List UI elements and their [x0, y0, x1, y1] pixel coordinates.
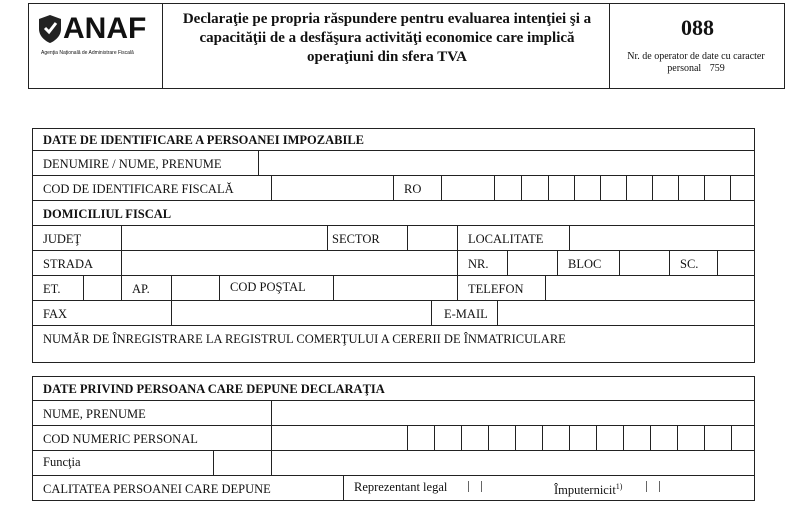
cnp-digit-box[interactable]: [434, 426, 461, 450]
nume-row: [33, 401, 754, 426]
imputernicit-checkbox[interactable]: [646, 481, 660, 492]
nr-label: NR.: [468, 257, 489, 271]
et-label: ET.: [43, 282, 61, 296]
bloc-label: BLOC: [568, 257, 602, 271]
strada-field[interactable]: [121, 251, 457, 275]
et-row: [33, 276, 754, 301]
sc-field[interactable]: [717, 251, 754, 275]
judet-label: JUDEŢ: [43, 232, 82, 246]
telefon-cell: [457, 276, 545, 300]
operator-number: 759: [709, 63, 725, 74]
section-declarant: [32, 376, 755, 501]
ap-field[interactable]: [171, 276, 219, 300]
cif-digit-box[interactable]: [600, 176, 626, 200]
judet-field[interactable]: [121, 226, 327, 250]
strada-label: STRADA: [43, 257, 94, 271]
sc-cell: [669, 251, 717, 275]
cnp-digit-box[interactable]: [731, 426, 754, 450]
strada-row: [33, 251, 754, 276]
telefon-label: TELEFON: [468, 282, 524, 296]
imputernicit-text: Împuternicit: [554, 483, 616, 498]
calitatea-row: [33, 476, 754, 500]
cod-postal-field[interactable]: [333, 276, 457, 300]
bloc-field[interactable]: [619, 251, 669, 275]
cif-digit-box[interactable]: [730, 176, 754, 200]
imputernicit-label: [554, 480, 622, 497]
functia-row: [33, 451, 754, 476]
ro-label: RO: [404, 182, 422, 196]
sc-label: SC.: [680, 257, 699, 271]
et-field[interactable]: [83, 276, 121, 300]
logo-text: ANAF: [63, 12, 147, 45]
shield-icon: [37, 14, 63, 44]
anaf-logo: [35, 10, 159, 80]
cif-digit-box[interactable]: [704, 176, 730, 200]
domiciliu-row: [33, 201, 754, 226]
nr-cell: [457, 251, 507, 275]
section-title: DATE DE IDENTIFICARE A PERSOANEI IMPOZABILE: [43, 133, 365, 147]
functia-blank: [271, 451, 754, 475]
nr-field[interactable]: [507, 251, 557, 275]
cif-digit-box[interactable]: [574, 176, 600, 200]
localitate-label: LOCALITATE: [468, 232, 544, 246]
sector-cell: [327, 226, 407, 250]
section2-title: DATE PRIVIND PERSOANA CARE DEPUNE DECLARAŢIA: [43, 382, 385, 396]
judet-row: [33, 226, 754, 251]
imputernicit-footnote: 1): [615, 482, 623, 491]
denumire-field[interactable]: [258, 151, 754, 175]
form-number: 088: [681, 15, 714, 40]
email-label: E-MAIL: [444, 307, 488, 321]
cnp-digit-box[interactable]: [596, 426, 623, 450]
nume-field[interactable]: [271, 401, 754, 425]
cnp-digit-box[interactable]: [704, 426, 731, 450]
domiciliu-title: DOMICILIUL FISCAL: [43, 207, 172, 221]
telefon-field[interactable]: [545, 276, 754, 300]
functia-field[interactable]: [213, 451, 271, 475]
cnp-row: [33, 426, 754, 451]
cnp-digit-box[interactable]: [623, 426, 650, 450]
sector-field[interactable]: [407, 226, 457, 250]
cod-postal-label: COD POŞTAL: [230, 280, 306, 294]
cif-field[interactable]: [271, 176, 393, 200]
reprezentant-checkbox[interactable]: [468, 481, 482, 492]
operator-label-text: Nr. de operator de date cu caracter personal: [627, 51, 765, 74]
cif-digit-box[interactable]: [652, 176, 678, 200]
ap-label: AP.: [132, 282, 150, 296]
cnp-digit-box[interactable]: [488, 426, 515, 450]
cnp-digit-box[interactable]: [461, 426, 488, 450]
cif-digit-box[interactable]: [494, 176, 521, 200]
operator-label: [621, 51, 771, 75]
registru-row[interactable]: [33, 326, 754, 362]
cif-row: [33, 176, 754, 201]
section-identification: [32, 128, 755, 363]
cnp-digit-box[interactable]: [677, 426, 704, 450]
section-title-row: [33, 129, 754, 151]
logo-subtitle: Agenţia Naţională de Administrare Fiscală: [41, 50, 134, 56]
denumire-row: [33, 151, 754, 176]
fax-field[interactable]: [171, 301, 431, 325]
cod-postal-cell: [219, 276, 333, 300]
cif-digit-box[interactable]: [626, 176, 652, 200]
localitate-cell: [457, 226, 569, 250]
calitatea-options: [343, 476, 754, 500]
calitatea-label: CALITATEA PERSOANEI CARE DEPUNE: [43, 482, 271, 496]
section2-title-row: [33, 377, 754, 401]
cif-digit-box[interactable]: [678, 176, 704, 200]
cnp-digit-box[interactable]: [650, 426, 677, 450]
fax-row: [33, 301, 754, 326]
cif-digit-box[interactable]: [521, 176, 548, 200]
nume-label: NUME, PRENUME: [43, 407, 146, 421]
cnp-digit-box[interactable]: [542, 426, 569, 450]
localitate-field[interactable]: [569, 226, 754, 250]
email-cell: [431, 301, 497, 325]
cnp-digit-box[interactable]: [569, 426, 596, 450]
cif-label: COD DE IDENTIFICARE FISCALĂ: [43, 182, 234, 196]
form-header: [28, 3, 785, 89]
page-title: Declaraţie pe propria răspundere pentru evaluarea intenţiei şi a capacităţii de a desfăşura activităţi economice care implică operaţiuni din sfera TVA: [182, 11, 592, 65]
cnp-digit-box[interactable]: [407, 426, 434, 450]
fax-label: FAX: [43, 307, 68, 321]
cif-digit-box[interactable]: [441, 176, 494, 200]
denumire-label: DENUMIRE / NUME, PRENUME: [43, 157, 222, 171]
sector-label: SECTOR: [332, 232, 380, 246]
cnp-digit-box[interactable]: [515, 426, 542, 450]
functia-label: Funcţia: [43, 455, 81, 469]
ap-cell: [121, 276, 171, 300]
cnp-label: COD NUMERIC PERSONAL: [43, 432, 198, 446]
bloc-cell: [557, 251, 619, 275]
reprezentant-label: Reprezentant legal: [354, 480, 448, 494]
email-field[interactable]: [497, 301, 754, 325]
cif-digit-box[interactable]: [548, 176, 574, 200]
registru-label: NUMĂR DE ÎNREGISTRARE LA REGISTRUL COMERŢULUI A CERERII DE ÎNMATRICULARE: [43, 332, 566, 346]
cnp-blank: [271, 426, 407, 450]
ro-cell: [393, 176, 441, 200]
